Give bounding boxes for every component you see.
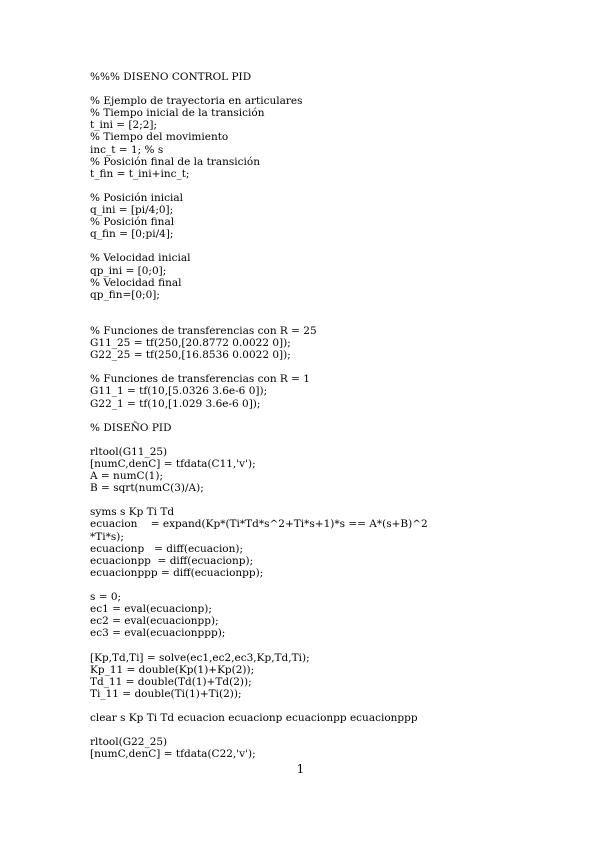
code-line: t_fin = t_ini+inc_t; — [90, 167, 190, 180]
code-line: % Tiempo inicial de la transición — [90, 107, 265, 120]
code-line: Ti_11 = double(Ti(1)+Ti(2)); — [90, 687, 242, 700]
code-line: qp_ini = [0;0]; — [90, 264, 167, 277]
code-line — [90, 240, 428, 252]
code-line — [90, 410, 428, 422]
code-line — [90, 313, 428, 325]
page-number — [0, 762, 599, 776]
code-line: ec3 = eval(ecuacionppp); — [90, 627, 226, 640]
code-line: G11_1 = tf(10,[5.0326 3.6e-6 0]); — [90, 385, 268, 398]
code-line: ecuacionpp = diff(ecuacionp); — [90, 554, 254, 567]
code-line: [Kp,Td,Ti] = solve(ec1,ec2,ec3,Kp,Td,Ti); — [90, 651, 310, 664]
code-line — [90, 579, 428, 591]
code-line: clear s Kp Ti Td ecuacion ecuacionp ecuacionpp ecuacionppp — [90, 711, 418, 724]
code-line — [90, 361, 428, 373]
code-line: t_ini = [2;2]; — [90, 119, 158, 132]
code-line: % Tiempo del movimiento — [90, 131, 229, 144]
code-line — [90, 639, 428, 651]
code-line: ecuacionp = diff(ecuacion); — [90, 542, 244, 555]
code-line — [90, 434, 428, 446]
code-line — [90, 700, 428, 712]
code-line: rltool(G22_25) — [90, 736, 168, 749]
code-line: Td_11 = double(Td(1)+Td(2)); — [90, 675, 252, 688]
code-line: % Posición inicial — [90, 191, 184, 204]
code-line: % Funciones de transferencias con R = 1 — [90, 373, 310, 386]
code-line — [90, 494, 428, 506]
code-line: ec1 = eval(ecuacionp); — [90, 603, 212, 616]
code-line: % Posición final — [90, 216, 175, 229]
code-line: rltool(G11_25) — [90, 445, 168, 458]
code-line: qp_fin=[0;0]; — [90, 288, 160, 301]
code-line: A = numC(1); — [90, 470, 163, 483]
code-line: B = sqrt(numC(3)/A); — [90, 482, 204, 495]
code-line — [90, 83, 428, 95]
code-line — [90, 180, 428, 192]
code-line: G22_25 = tf(250,[16.8536 0.0022 0]); — [90, 349, 291, 362]
code-line: [numC,denC] = tfdata(C22,'v'); — [90, 748, 256, 761]
code-line: %%% DISENO CONTROL PID — [90, 71, 252, 83]
code-line: % Ejemplo de trayectoria en articulares — [90, 95, 303, 108]
code-line: % Velocidad final — [90, 276, 182, 289]
code-line: syms s Kp Ti Td — [90, 506, 175, 519]
code-line: q_fin = [0;pi/4]; — [90, 228, 174, 241]
code-line: % DISEÑO PID — [90, 421, 172, 434]
code-line: Kp_11 = double(Kp(1)+Kp(2)); — [90, 663, 255, 676]
code-line — [90, 301, 428, 313]
code-listing — [90, 71, 428, 760]
page-number-text: 1 — [296, 762, 305, 776]
code-line: % Velocidad inicial — [90, 252, 191, 265]
code-line: ecuacion = expand(Kp*(Ti*Td*s^2+Ti*s+1)*s == A*(s+B)^2 — [90, 518, 428, 531]
code-line: q_ini = [pi/4;0]; — [90, 204, 174, 217]
code-line: s = 0; — [90, 591, 122, 604]
code-line: G22_1 = tf(10,[1.029 3.6e-6 0]); — [90, 397, 261, 410]
code-line — [90, 724, 428, 736]
code-line: [numC,denC] = tfdata(C11,'v'); — [90, 458, 256, 470]
code-line: ec2 = eval(ecuacionpp); — [90, 615, 219, 628]
code-line: inc_t = 1; % s — [90, 143, 164, 156]
code-line: ecuacionppp = diff(ecuacionpp); — [90, 566, 264, 579]
code-line: % Funciones de transferencias con R = 25 — [90, 324, 317, 337]
code-line: % Posición final de la transición — [90, 155, 260, 168]
code-line: G11_25 = tf(250,[20.8772 0.0022 0]); — [90, 337, 291, 350]
code-line: *Ti*s); — [90, 530, 124, 543]
